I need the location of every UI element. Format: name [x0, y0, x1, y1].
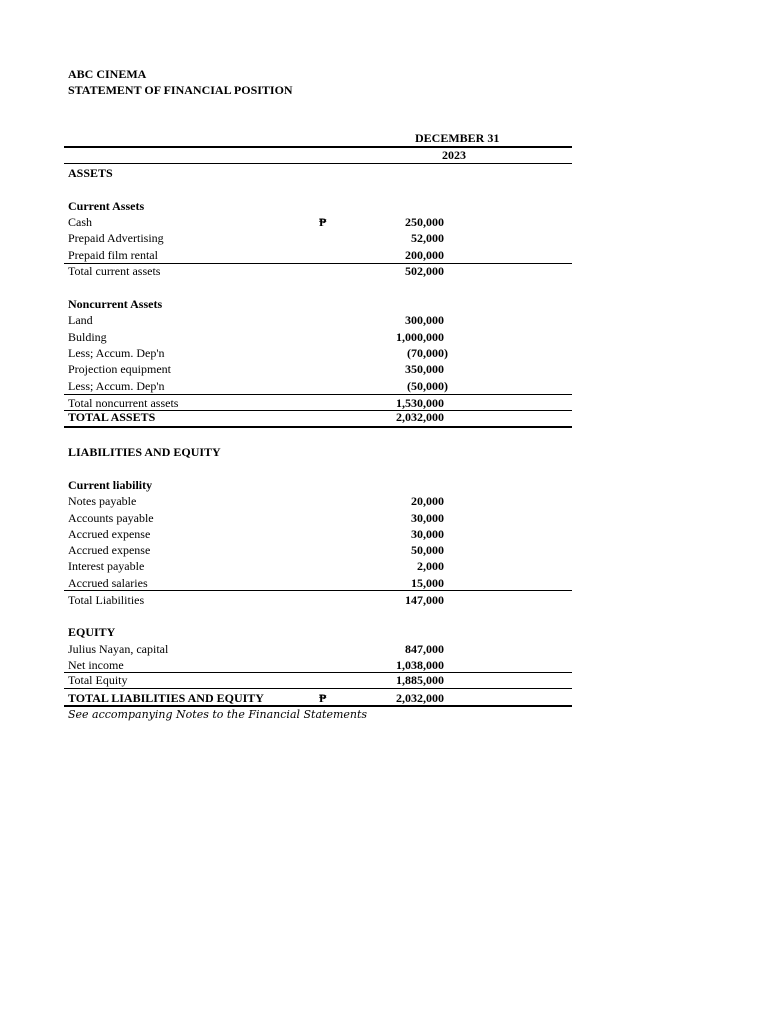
period-label: DECEMBER 31 — [415, 131, 500, 145]
row-value: 15,000 — [411, 576, 444, 590]
total-value: 1,885,000 — [396, 673, 444, 687]
row-label: Cash — [68, 215, 92, 229]
row-label: Accrued expense — [68, 543, 151, 557]
total-rule — [64, 688, 572, 689]
total-label: Total current assets — [68, 264, 161, 278]
year-label: 2023 — [442, 148, 466, 162]
row-value: 350,000 — [405, 362, 444, 376]
row-value: (50,000) — [407, 379, 448, 393]
total-label: Total Equity — [68, 673, 128, 687]
header-rule-bottom — [64, 163, 572, 164]
row-value: 1,038,000 — [396, 658, 444, 672]
currency-symbol: ₱ — [319, 215, 327, 229]
grand-total-rule — [64, 705, 572, 707]
total-liabilities-equity-value: 2,032,000 — [396, 691, 444, 705]
row-label: Bulding — [68, 330, 107, 344]
row-label: Net income — [68, 658, 124, 672]
row-label: Less; Accum. Dep'n — [68, 346, 165, 360]
currency-symbol: ₱ — [319, 691, 327, 705]
total-assets-label: TOTAL ASSETS — [68, 410, 156, 424]
row-value: 250,000 — [405, 215, 444, 229]
assets-heading: ASSETS — [68, 166, 113, 180]
grand-total-rule — [64, 426, 572, 428]
row-value: 20,000 — [411, 494, 444, 508]
row-label: Prepaid Advertising — [68, 231, 164, 245]
row-label: Interest payable — [68, 559, 145, 573]
current-liability-heading: Current liability — [68, 478, 153, 492]
header-rule-top — [64, 146, 572, 148]
total-value: 502,000 — [405, 264, 444, 278]
row-value: 30,000 — [411, 511, 444, 525]
row-value: 2,000 — [417, 559, 444, 573]
footnote: See accompanying Notes to the Financial Statements — [68, 708, 368, 721]
current-assets-heading: Current Assets — [68, 199, 145, 213]
subtotal-rule — [64, 590, 572, 591]
total-label: Total noncurrent assets — [68, 396, 179, 410]
total-value: 1,530,000 — [396, 396, 444, 410]
total-label: Total Liabilities — [68, 593, 145, 607]
row-label: Accrued expense — [68, 527, 151, 541]
subtotal-rule — [64, 394, 572, 395]
statement-title: STATEMENT OF FINANCIAL POSITION — [68, 83, 293, 97]
company-name: ABC CINEMA — [68, 67, 147, 81]
row-label: Prepaid film rental — [68, 248, 158, 262]
row-label: Accrued salaries — [68, 576, 148, 590]
total-assets-value: 2,032,000 — [396, 410, 444, 424]
noncurrent-assets-heading: Noncurrent Assets — [68, 297, 163, 311]
row-value: 52,000 — [411, 231, 444, 245]
row-value: (70,000) — [407, 346, 448, 360]
liabilities-equity-heading: LIABILITIES AND EQUITY — [68, 445, 221, 459]
subtotal-rule — [64, 672, 572, 673]
row-label: Accounts payable — [68, 511, 154, 525]
row-label: Projection equipment — [68, 362, 171, 376]
row-value: 847,000 — [405, 642, 444, 656]
row-value: 50,000 — [411, 543, 444, 557]
row-value: 1,000,000 — [396, 330, 444, 344]
row-label: Less; Accum. Dep'n — [68, 379, 165, 393]
equity-heading: EQUITY — [68, 625, 116, 639]
row-value: 200,000 — [405, 248, 444, 262]
total-value: 147,000 — [405, 593, 444, 607]
total-liabilities-equity-label: TOTAL LIABILITIES AND EQUITY — [68, 691, 264, 705]
row-label: Julius Nayan, capital — [68, 642, 169, 656]
row-label: Land — [68, 313, 93, 327]
row-label: Notes payable — [68, 494, 137, 508]
row-value: 300,000 — [405, 313, 444, 327]
row-value: 30,000 — [411, 527, 444, 541]
